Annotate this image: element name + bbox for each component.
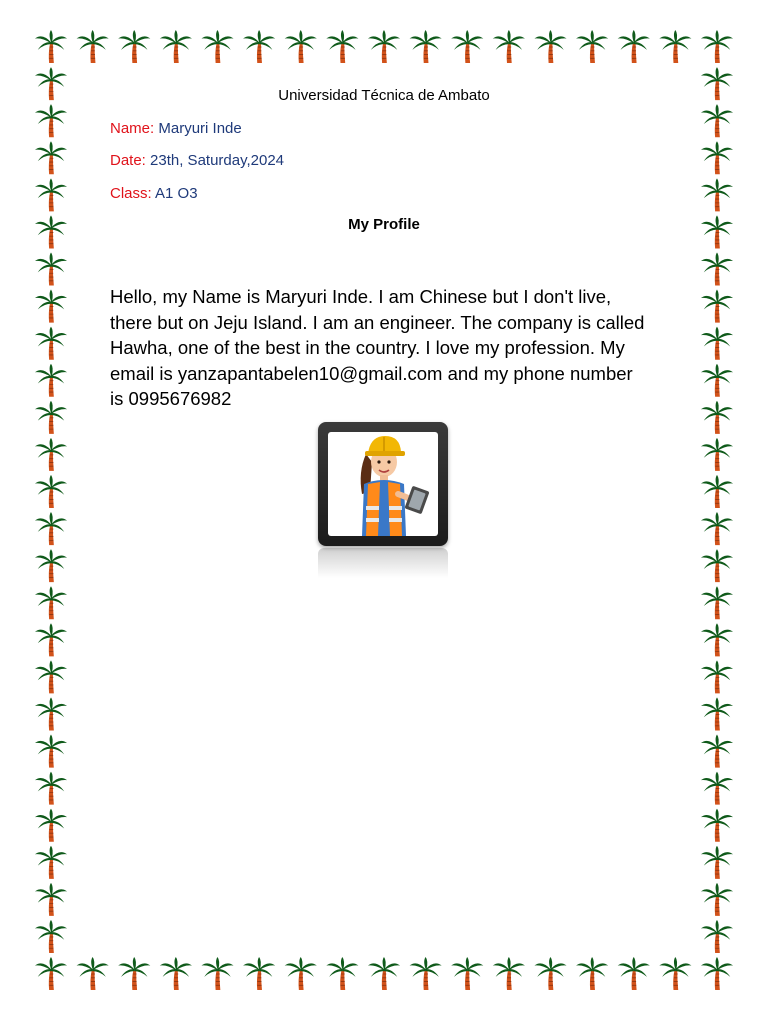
palm-tree-icon xyxy=(35,660,67,693)
palm-tree-icon xyxy=(201,30,233,63)
palm-tree-icon xyxy=(701,846,733,879)
palm-tree-icon xyxy=(534,30,566,63)
palm-tree-icon xyxy=(35,883,67,916)
palm-tree-icon xyxy=(534,957,566,990)
palm-tree-icon xyxy=(493,957,525,990)
palm-tree-icon xyxy=(35,549,67,582)
palm-tree-icon xyxy=(35,327,67,360)
palm-tree-icon xyxy=(35,623,67,656)
paragraph-line: email is yanzapantabelen10@gmail.com and my phone number xyxy=(110,362,633,384)
palm-tree-icon xyxy=(701,178,733,211)
palm-tree-icon xyxy=(659,957,691,990)
palm-tree-icon xyxy=(35,475,67,508)
palm-tree-icon xyxy=(618,957,650,990)
name-label: Name: xyxy=(110,120,155,137)
paragraph-line: is 0995676982 xyxy=(110,388,232,409)
palm-tree-icon xyxy=(701,735,733,768)
palm-tree-icon xyxy=(35,178,67,211)
photo-reflection xyxy=(318,548,448,578)
palm-tree-icon xyxy=(410,30,442,63)
palm-tree-icon xyxy=(35,772,67,805)
palm-tree-icon xyxy=(701,772,733,805)
palm-tree-icon xyxy=(35,809,67,842)
palm-tree-icon xyxy=(701,660,733,693)
paragraph-line: there but on Jeju Island. I am an engineer. The company is called xyxy=(110,311,645,333)
palm-tree-icon xyxy=(701,30,733,63)
paragraph-line: Hawha, one of the best in the country. I love my profession. My xyxy=(110,337,625,358)
palm-tree-icon xyxy=(493,30,525,63)
date-label: Date: xyxy=(110,152,146,169)
palm-tree-icon xyxy=(701,141,733,174)
palm-tree-icon xyxy=(451,957,483,990)
palm-tree-icon xyxy=(701,290,733,323)
palm-tree-icon xyxy=(701,475,733,508)
palm-tree-icon xyxy=(701,401,733,434)
class-line xyxy=(110,185,198,202)
palm-tree-icon xyxy=(701,920,733,953)
palm-tree-icon xyxy=(576,30,608,63)
palm-tree-icon xyxy=(701,252,733,285)
palm-tree-icon xyxy=(326,957,358,990)
palm-tree-icon xyxy=(35,401,67,434)
palm-tree-icon xyxy=(35,252,67,285)
palm-tree-icon xyxy=(77,957,109,990)
palm-tree-icon xyxy=(701,809,733,842)
profile-heading: My Profile xyxy=(348,216,420,233)
palm-tree-icon xyxy=(701,438,733,471)
profile-paragraph xyxy=(110,284,670,412)
palm-tree-icon xyxy=(701,327,733,360)
palm-tree-icon xyxy=(35,364,67,397)
class-value: A1 O3 xyxy=(155,185,198,202)
palm-tree-icon xyxy=(701,104,733,137)
palm-tree-icon xyxy=(35,141,67,174)
palm-tree-icon xyxy=(576,957,608,990)
palm-tree-icon xyxy=(368,957,400,990)
palm-tree-icon xyxy=(701,549,733,582)
palm-tree-icon xyxy=(285,957,317,990)
palm-tree-icon xyxy=(35,438,67,471)
palm-tree-icon xyxy=(35,290,67,323)
palm-tree-icon xyxy=(35,30,67,63)
paragraph-line: Hello, my Name is Maryuri Inde. I am Chinese but I don't live, xyxy=(110,286,612,307)
date-value: 23th, Saturday,2024 xyxy=(150,152,285,169)
palm-tree-icon xyxy=(701,512,733,545)
palm-tree-icon xyxy=(701,697,733,730)
palm-tree-icon xyxy=(659,30,691,63)
palm-tree-icon xyxy=(201,957,233,990)
name-line xyxy=(110,120,242,137)
palm-tree-icon xyxy=(160,30,192,63)
palm-tree-icon xyxy=(160,957,192,990)
palm-tree-icon xyxy=(35,735,67,768)
palm-tree-icon xyxy=(326,30,358,63)
palm-tree-icon xyxy=(35,104,67,137)
date-line xyxy=(110,152,284,169)
palm-tree-icon xyxy=(701,957,733,990)
palm-tree-icon xyxy=(35,586,67,619)
palm-tree-icon xyxy=(118,30,150,63)
palm-tree-icon xyxy=(243,30,275,63)
palm-tree-icon xyxy=(35,512,67,545)
engineer-illustration xyxy=(328,432,438,536)
profile-photo-frame xyxy=(318,422,448,546)
palm-tree-icon xyxy=(701,623,733,656)
palm-tree-icon xyxy=(701,883,733,916)
palm-tree-icon xyxy=(701,586,733,619)
palm-tree-icon xyxy=(410,957,442,990)
palm-tree-icon xyxy=(77,30,109,63)
palm-tree-icon xyxy=(35,957,67,990)
palm-tree-icon xyxy=(701,364,733,397)
palm-tree-icon xyxy=(35,846,67,879)
name-value: Maryuri Inde xyxy=(158,120,242,137)
palm-tree-icon xyxy=(35,697,67,730)
class-label: Class: xyxy=(110,185,152,202)
palm-tree-icon xyxy=(368,30,400,63)
palm-tree-icon xyxy=(285,30,317,63)
palm-tree-icon xyxy=(118,957,150,990)
palm-tree-icon xyxy=(618,30,650,63)
palm-tree-icon xyxy=(35,920,67,953)
university-title: Universidad Técnica de Ambato xyxy=(278,87,490,104)
palm-tree-icon xyxy=(451,30,483,63)
palm-tree-icon xyxy=(243,957,275,990)
